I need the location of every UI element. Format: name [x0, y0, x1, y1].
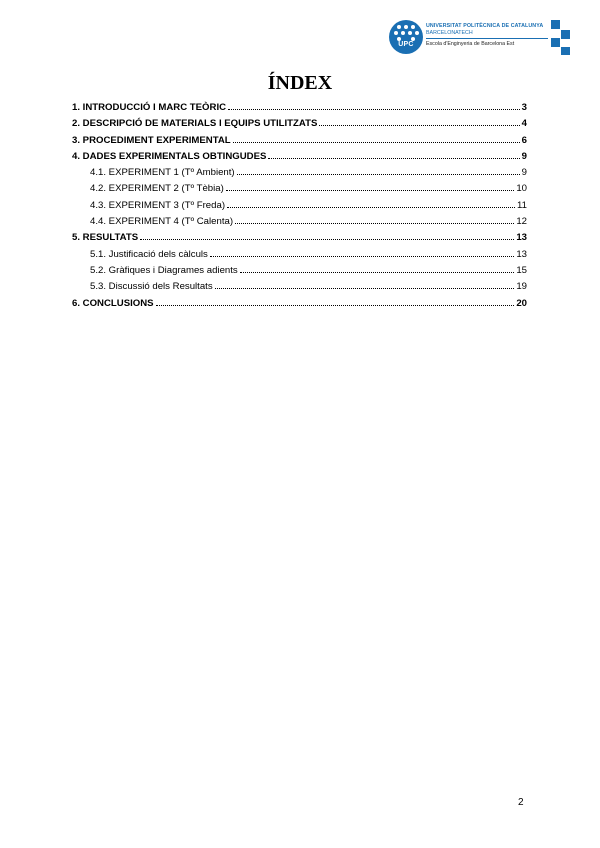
logo-emblem-text: UPC [398, 41, 414, 48]
toc-entry-label: 5. RESULTATS [72, 232, 139, 244]
toc-leader-dots [210, 256, 514, 257]
toc-entry-page: 11 [517, 199, 527, 211]
upc-logo [389, 20, 571, 56]
toc-entry[interactable] [72, 281, 527, 297]
toc-entry[interactable] [72, 232, 527, 248]
toc-entry-page: 6 [521, 134, 527, 146]
toc-entry-label: 4.1. EXPERIMENT 1 (Tº Ambient) [90, 167, 235, 179]
toc-leader-dots [268, 158, 519, 159]
toc-entry-label: 5.1. Justificació dels càlculs [90, 248, 208, 260]
toc-entry[interactable] [72, 118, 527, 134]
upc-emblem-icon [389, 20, 423, 54]
toc-entry-page: 9 [521, 150, 527, 162]
toc-entry[interactable] [72, 167, 527, 183]
toc-entry-page: 9 [521, 167, 527, 179]
toc-entry-page: 3 [521, 102, 527, 113]
table-of-contents [72, 102, 527, 314]
toc-entry-label: 4.4. EXPERIMENT 4 (Tº Calenta) [90, 216, 234, 228]
logo-university-name: UNIVERSITAT POLITÈCNICA DE CATALUNYA [426, 23, 544, 29]
toc-leader-dots [156, 305, 515, 306]
toc-entry[interactable] [72, 249, 527, 265]
toc-entry-label: 5.3. Discussió dels Resultats [90, 281, 213, 293]
toc-entry-label: 5.2. Gràfiques i Diagrames adients [90, 264, 238, 276]
page-title: ÍNDEX [267, 72, 333, 94]
toc-entry-page: 13 [516, 248, 527, 260]
toc-leader-dots [227, 207, 515, 208]
toc-entry-label: 2. DESCRIPCIÓ DE MATERIALS I EQUIPS UTILITZATS [72, 118, 318, 130]
toc-entry[interactable] [72, 298, 527, 314]
page-number: 2 [518, 797, 524, 808]
toc-entry[interactable] [72, 265, 527, 281]
toc-entry-label: 1. INTRODUCCIÓ I MARC TEÒRIC [72, 102, 227, 113]
toc-leader-dots [228, 109, 520, 110]
toc-leader-dots [319, 125, 519, 126]
toc-entry-label: 6. CONCLUSIONS [72, 297, 154, 309]
toc-entry-label: 4.3. EXPERIMENT 3 (Tº Freda) [90, 199, 226, 211]
toc-entry[interactable] [72, 200, 527, 216]
toc-entry-label: 4.2. EXPERIMENT 2 (Tº Tèbia) [90, 183, 224, 195]
toc-leader-dots [240, 272, 515, 273]
toc-leader-dots [226, 190, 515, 191]
toc-entry[interactable] [72, 216, 527, 232]
logo-squares-icon [551, 20, 571, 56]
toc-entry[interactable] [72, 151, 527, 167]
toc-leader-dots [233, 142, 520, 143]
toc-entry-page: 15 [516, 264, 527, 276]
logo-rule [426, 38, 548, 39]
toc-entry-page: 13 [516, 232, 527, 244]
toc-entry-page: 20 [516, 297, 527, 309]
toc-entry-page: 12 [516, 216, 527, 228]
toc-entry[interactable] [72, 135, 527, 151]
toc-entry[interactable] [72, 102, 527, 118]
logo-tagline: BARCELONATECH [426, 30, 473, 36]
toc-leader-dots [215, 288, 515, 289]
toc-entry-label: 3. PROCEDIMENT EXPERIMENTAL [72, 134, 231, 146]
toc-entry-label: 4. DADES EXPERIMENTALS OBTINGUDES [72, 150, 267, 162]
toc-leader-dots [140, 239, 514, 240]
toc-entry[interactable] [72, 183, 527, 199]
toc-leader-dots [237, 174, 520, 175]
logo-school-name: Escola d'Enginyeria de Barcelona Est [426, 41, 515, 47]
toc-entry-page: 4 [521, 118, 527, 130]
logo-text [426, 23, 550, 47]
toc-entry-page: 19 [516, 281, 527, 293]
toc-entry-page: 10 [516, 183, 527, 195]
toc-leader-dots [235, 223, 514, 224]
